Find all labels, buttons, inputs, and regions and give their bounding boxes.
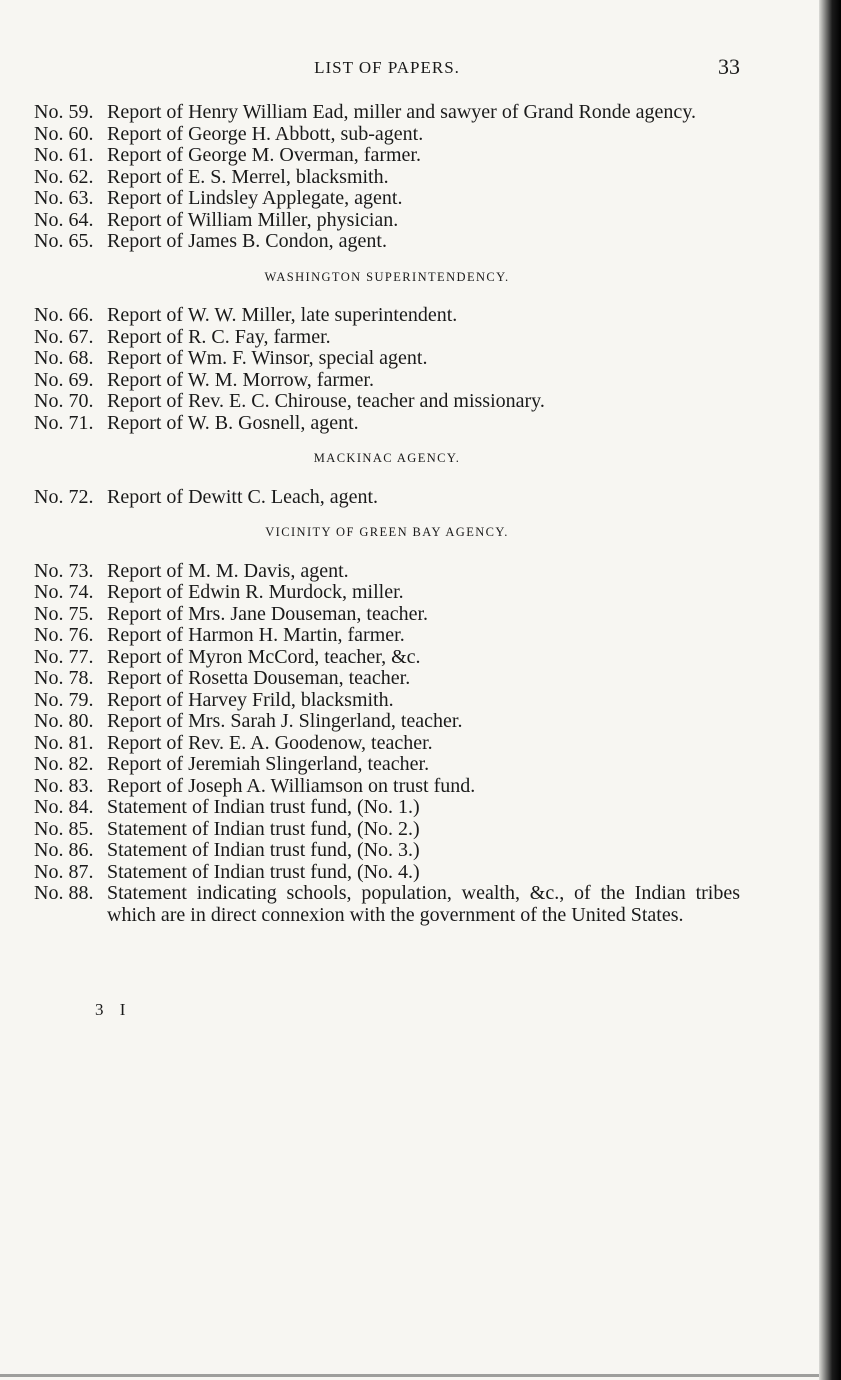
paper-description: Report of Rosetta Douseman, teacher. — [107, 667, 411, 689]
paper-entry — [34, 776, 740, 798]
paper-entry — [34, 883, 740, 926]
paper-description: Report of Rev. E. C. Chirouse, teacher and missionary. — [107, 390, 545, 412]
paper-number: No. 86. — [34, 839, 94, 861]
paper-description: Statement of Indian trust fund, (No. 1.) — [107, 796, 420, 818]
paper-description: Statement of Indian trust fund, (No. 4.) — [107, 860, 420, 883]
paper-number: No. 74. — [34, 581, 94, 603]
paper-number: No. 76. — [34, 624, 94, 646]
paper-number: No. 59. — [34, 101, 94, 123]
section-heading: MACKINAC AGENCY. — [313, 451, 461, 465]
page-edge-shadow — [819, 0, 841, 1380]
paper-description: Report of Myron McCord, teacher, &c. — [107, 645, 421, 668]
paper-entry — [34, 625, 740, 647]
paper-number: No. 88. — [34, 882, 94, 904]
paper-number: No. 79. — [34, 688, 94, 711]
paper-number: No. 69. — [34, 368, 94, 391]
paper-number: No. 82. — [34, 753, 94, 775]
paper-entry — [34, 102, 740, 124]
paper-description: Report of Edwin R. Murdock, miller. — [107, 581, 404, 603]
paper-number: No. 66. — [34, 304, 94, 326]
paper-description: Report of E. S. Merrel, blacksmith. — [107, 165, 389, 188]
paper-description: Report of George H. Abbott, sub-agent. — [107, 122, 424, 145]
paper-entry — [34, 145, 740, 167]
paper-number: No. 78. — [34, 667, 94, 689]
paper-entry — [34, 348, 740, 370]
paper-description: Statement indicating schools, population, wealth, &c., of the Indian tribes which are in direct connexion with the government of the United States. — [107, 882, 740, 926]
paper-description: Report of Harvey Frild, blacksmith. — [107, 688, 394, 711]
paper-number: No. 84. — [34, 796, 94, 818]
paper-entry — [34, 582, 740, 604]
paper-description: Report of R. C. Fay, farmer. — [107, 325, 331, 348]
paper-number: No. 65. — [34, 230, 94, 252]
paper-number: No. 83. — [34, 774, 94, 797]
paper-entry — [34, 668, 740, 690]
paper-description: Report of James B. Condon, agent. — [107, 230, 387, 252]
paper-entry — [34, 561, 740, 583]
paper-description: Report of William Miller, physician. — [107, 208, 399, 231]
paper-number: No. 68. — [34, 347, 94, 369]
paper-number: No. 85. — [34, 817, 94, 840]
paper-description: Report of Dewitt C. Leach, agent. — [107, 485, 379, 508]
papers-list — [34, 102, 740, 926]
paper-description: Report of Harmon H. Martin, farmer. — [107, 624, 405, 646]
paper-entry — [34, 231, 740, 253]
paper-description: Report of Rev. E. A. Goodenow, teacher. — [107, 731, 433, 754]
paper-description: Report of George M. Overman, farmer. — [107, 144, 421, 166]
paper-entry — [34, 487, 740, 509]
paper-description: Statement of Indian trust fund, (No. 3.) — [107, 839, 420, 861]
running-title: LIST OF PAPERS. — [314, 58, 460, 77]
paper-description: Report of Wm. F. Winsor, special agent. — [107, 347, 428, 369]
section-heading: VICINITY OF GREEN BAY AGENCY. — [265, 525, 509, 539]
paper-description: Report of Mrs. Sarah J. Slingerland, teacher. — [107, 710, 463, 732]
paper-description: Report of Lindsley Applegate, agent. — [107, 187, 403, 209]
paper-number: No. 80. — [34, 710, 94, 732]
page-number: 33 — [718, 54, 740, 79]
signature-mark: 3 I — [95, 1000, 132, 1019]
paper-entry — [34, 305, 740, 327]
paper-description: Report of Joseph A. Williamson on trust fund. — [107, 774, 476, 797]
paper-description: Report of W. B. Gosnell, agent. — [107, 411, 359, 434]
paper-entry — [34, 711, 740, 733]
paper-number: No. 67. — [34, 325, 94, 348]
paper-number: No. 72. — [34, 485, 94, 508]
paper-entry — [34, 733, 740, 755]
paper-number: No. 77. — [34, 645, 94, 668]
paper-description: Statement of Indian trust fund, (No. 2.) — [107, 817, 420, 840]
paper-entry — [34, 797, 740, 819]
paper-description: Report of Jeremiah Slingerland, teacher. — [107, 753, 430, 775]
paper-entry — [34, 391, 740, 413]
paper-number: No. 75. — [34, 602, 94, 625]
paper-entry — [34, 327, 740, 349]
bottom-rule — [0, 1374, 819, 1377]
paper-entry — [34, 167, 740, 189]
paper-number: No. 60. — [34, 122, 94, 145]
paper-entry — [34, 690, 740, 712]
paper-number: No. 71. — [34, 411, 94, 434]
paper-entry — [34, 840, 740, 862]
paper-number: No. 81. — [34, 731, 94, 754]
paper-description: Report of Mrs. Jane Douseman, teacher. — [107, 602, 429, 625]
paper-entry — [34, 604, 740, 626]
paper-number: No. 63. — [34, 187, 94, 209]
paper-description: Report of M. M. Davis, agent. — [107, 559, 349, 582]
paper-number: No. 87. — [34, 860, 94, 883]
paper-entry — [34, 370, 740, 392]
paper-entry — [34, 210, 740, 232]
paper-number: No. 62. — [34, 165, 94, 188]
paper-entry — [34, 124, 740, 146]
paper-entry — [34, 819, 740, 841]
paper-entry — [34, 647, 740, 669]
paper-number: No. 64. — [34, 208, 94, 231]
paper-number: No. 73. — [34, 559, 94, 582]
paper-entry — [34, 754, 740, 776]
paper-description: Report of W. W. Miller, late superintendent. — [107, 304, 458, 326]
page-header — [34, 54, 740, 84]
paper-entry — [34, 862, 740, 884]
paper-entry — [34, 413, 740, 435]
paper-entry — [34, 188, 740, 210]
paper-description: Report of Henry William Ead, miller and sawyer of Grand Ronde agency. — [107, 101, 697, 123]
paper-number: No. 70. — [34, 390, 94, 412]
paper-description: Report of W. M. Morrow, farmer. — [107, 368, 374, 391]
section-heading: WASHINGTON SUPERINTENDENCY. — [264, 269, 510, 284]
paper-number: No. 61. — [34, 144, 94, 166]
